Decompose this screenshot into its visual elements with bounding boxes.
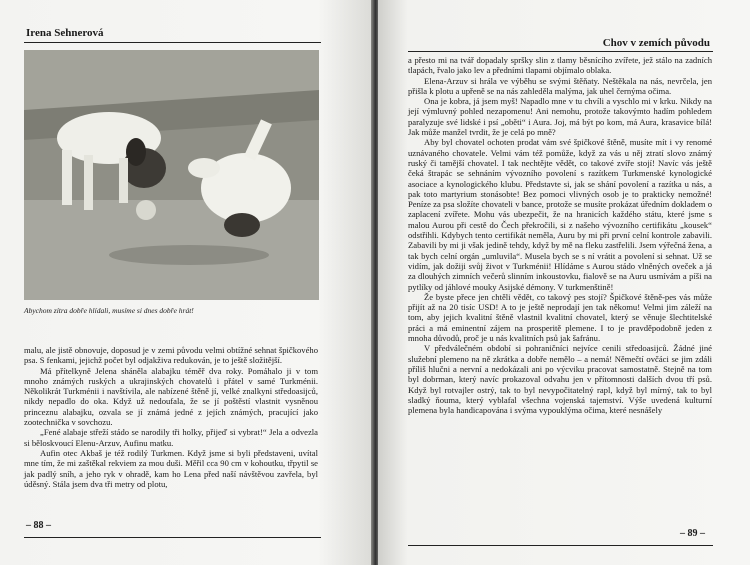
paragraph: Aufin otec Akbaš je též rodilý Turkmen. Když jsme si byli představeni, uvítal mne tím, že mi zaštěkal rekviem za mou duši. Měřil cca 90 cm v kohoutku, třpytil se jak padlý sníh, a jeho ryk v ohradě, kam ho Lena před naší návštěvou zavřela, byl úděsný. Stála jsem dva tři metry od plotu, [24, 447, 318, 489]
header-rule [24, 42, 321, 43]
paragraph: a přesto mi na tvář dopadaly spršky slin z tlamy běsnícího zvířete, jež stálo na zadních tlapách, řvalo jako lev a předními tlapami objímalo oblaka. [408, 55, 712, 76]
paragraph: „Fené alabaje střeží stádo se narodily tři holky, přijeď si vybrat!“ Jela a odvezla si běloskvoucí Elenu-Arzuv, Aufinu matku. [24, 427, 318, 448]
photo-caption: Abychom zítra dobře hlídali, musíme si dnes dobře hrát! [24, 306, 194, 315]
paragraph: Elena-Arzuv si hrála ve výběhu se svými štěňaty. Neštěkala na nás, nevrčela, jen přišla k plotu a upřeně se na nás zahleděla malýma, jak uhel černýma očima. [408, 75, 712, 96]
page-number: – 89 – [680, 528, 705, 539]
header-rule [408, 51, 713, 52]
paragraph: Aby byl chovatel ochoten prodat vám své špičkové štěně, musíte mít i vy renomé uznávaného chovatele. Velmi vám též pomůže, když za vás u něj ztratí slovo známý ruský či tamější chovatel. I tak nechtějte vědět, co takové zvíře stojí! Navíc vás ještě čeká štrapác se sehnáním vývozního povolení s razítkem Turkmenské kynologické asociace a kynologického klubu. Představte si, jak se shání povolení a razítka u nás, a pak toto martyrium stonásobte! Bez pomoci vlivných osob je to prakticky nemožné! Peníze za psa složíte chovateli v bance, protože se musíte prokázat úředním dokladem o zaplacení zvířete. Mohu vás ubezpečit, že na hranicích každého státu, které jsme s malou Aurou při cestě do Čech překročili, si z našeho vývozního certifikátu „kousek“ odstřihli. Kdybych tento certifikát neměla, Auru by mi při první celní kontrole zabavili. Zabavili by mi ji však jedině tehdy, když by mě na fleku zastřelili. Jsem výřečná žena, a tak bych celní orgán „umluvila“. Musela bych se s ní vrátit a povolení si sehnat. Už se vidím, jak dožiji svůj život v Turkménii! Hlídáme s Aurou stádo vlněných oveček a já za dlouhých zimních večerů slinním inkoustovku, fialově se na Auru usmívám a píši na pytlíky od jáhlové mouky Asijské démony. V turkmenštině! [408, 137, 712, 292]
left-page [0, 0, 374, 565]
paragraph: V předválečném období si pohraničníci nejvíce cenili středoasijců. Žádné jiné služební plemeno na ně zkrátka a dobře nemělo – a nemá! Němečtí ovčáci se jim zdáli příliš hlučni a nervní a nedokázali ani po výcviku pracovat samostatně. Stejně na tom byl dobrman, který navíc prokazoval odvahu jen v přítomnosti dalších dvou tří psů. Když byl rotvajler ostrý, tak to byl nevypočitatelný rapl, když byl mírný, tak to byl sladký ňouma, který vyblafal všechna vojenská tajemství. Výše uvedená kulturní plemena byla handicapována i svýma vypouklýma očima, které nesnášely [408, 343, 712, 416]
dog-photo [24, 50, 319, 300]
paragraph: Ona je kobra, já jsem myš! Napadlo mne v tu chvíli a vyschlo mi v krku. Nikdy na její výmluvný pohled nezapomenu! Ani nemohu, protože takovýmto hadím pohledem paralyzuje své lidské i psí „oběti“ i Aura. Joj, má být po kom, má Aura, krasavice bílá! Jak může manžel tvrdit, že je celá po mně? [408, 96, 712, 138]
running-head-author: Irena Sehnerová [26, 27, 104, 39]
footer-rule [408, 545, 713, 546]
footer-rule [24, 537, 321, 538]
left-body-text [24, 345, 318, 489]
paragraph: Že byste přece jen chtěli vědět, co takový pes stojí? Špičkové štěně-pes vás může přijít až na 20 tisíc USD! A to je ještě neprodají jen tak někomu! Velmi jim záleží na tom, aby jejich kvalitní štěně vlastnil kvalitní chovatel, který se věnuje šlechtitelské práci a má eminentní zájem na prosperitě plemene. I to je pravděpodobně jeden z mnoha důvodů, proč je u nás kvalitních psů jak šafránu. [408, 291, 712, 344]
paragraph: Má přítelkyně Jelena sháněla alabajku téměř dva roky. Pomáhalo ji v tom mnoho známých ruských a ukrajinských chovatelů i přátel v samé Turkménii. Několikrát Turkménii i navštívila, ale nabízené štěně jí, velké znalkyni středoasijců, nikdy nepadlo do oka. Když už nedoufala, že se jí poštěstí vlastnit vysněnou princeznu alabajku, ozvala se jí známá jedné z jejích známých, pracující jako zootechnička v sovchozu. [24, 365, 318, 428]
right-body-text [408, 55, 712, 415]
right-page [378, 0, 750, 565]
paragraph: malu, ale jistě obnovuje, doposud je v zemi původu velmi obtížné sehnat špičkového psa. S fenkami, jejichž počet byl odjakživa redukován, je to ještě složitější. [24, 345, 318, 366]
dog-photo-image [24, 50, 319, 300]
page-number: – 88 – [26, 520, 51, 531]
running-head-chapter: Chov v zemích původu [602, 37, 710, 49]
